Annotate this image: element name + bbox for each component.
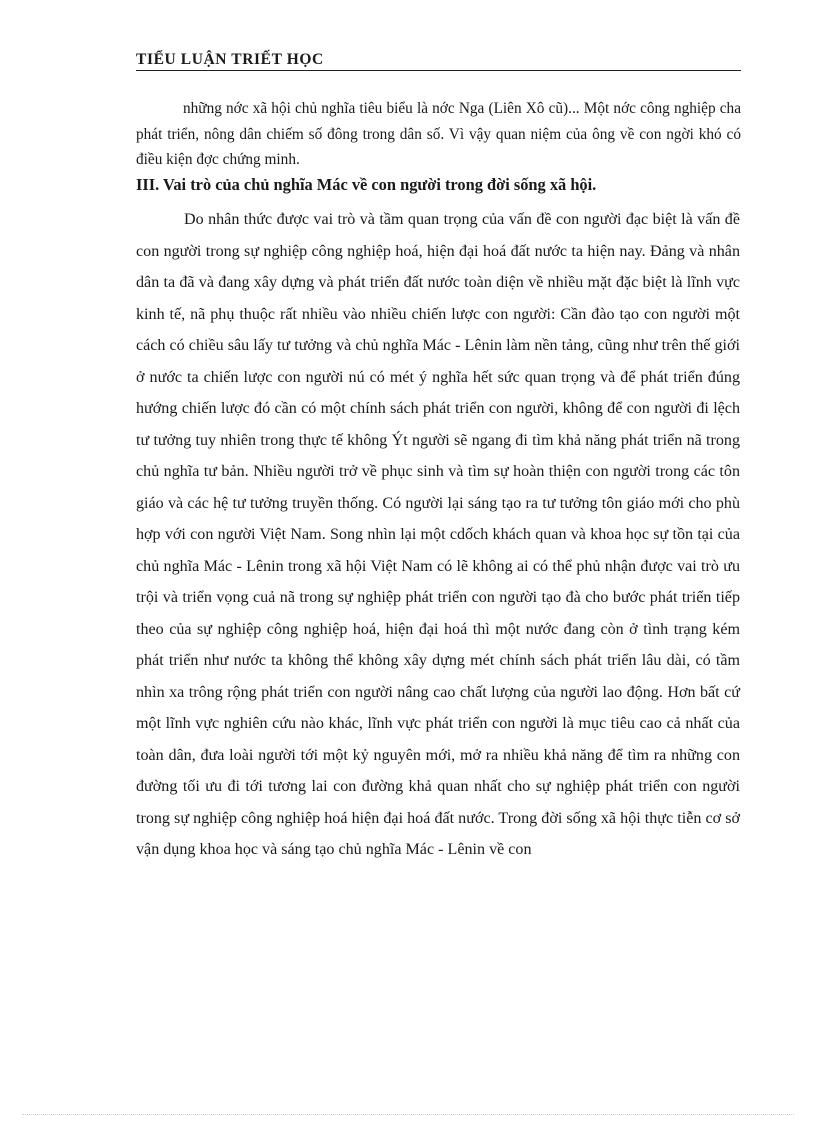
main-paragraph: Do nhân thức được vai trò và tầm quan trọng của vấn đề con người đạc biệt là vấn đề con người trong sự nghiệp công nghiệp hoá, hiện đại hoá đất nước ta hiện nay. Đảng và nhân dân ta đã và đang xây dựng và phát triển đất nước toàn diện về nhiều mặt đặc biệt là lĩnh vực kinh tế, nã phụ thuộc rất nhiều vào nhiều chiến lược con người: Cần đào tạo con người một cách có chiều sâu lấy tư tưởng và chủ nghĩa Mác - Lênin làm nền tảng, cũng như trên thế giới ở nước ta chiến lược con người nú có mét ý nghĩa hết sức quan trọng và để phát triển đúng hướng chiến lược đó cần có một chính sách phát triển con người, không để con người đi lệch tư tưởng tuy nhiên trong thực tế không Ýt người sẽ ngang đi tìm khả năng phát triển nã trong chủ nghĩa tư bản. Nhiều người trở về phục sinh và tìm sự hoàn thiện con người trong các tôn giáo và các hệ tư tưởng truyền thống. Có người lại sáng tạo ra tư tưởng tôn giáo mới cho phù hợp với con người Việt Nam. Song nhìn lại một cdốch khách quan và khoa học sự tồn tại của chủ nghĩa Mác - Lênin trong xã hội Việt Nam có lẽ không ai có thể phủ nhận được vai trò ưu trội và triển vọng cuả nã trong sự nghiệp phát triển con người tạo đà cho bước phát triển tiếp theo của sự nghiệp công nghiệp hoá, hiện đại hoá thì một nước đang còn ở tình trạng kém phát triển như nước ta không thể không xây dựng mét chính sách phát triển lâu dài, có tầm nhìn xa trông rộng phát triển con người nâng cao chất lượng của người lao động. Hơn bất cứ một lĩnh vực nghiên cứu nào khác, lĩnh vực phát triển con người là mục tiêu cao cả nhất của toàn dân, đưa loài người tới một kỷ nguyên mới, mở ra nhiều khả năng để tìm ra những con đường tối ưu đi tới tương lai con đường khả quan nhất cho sự nghiệp phát triển con người trong sự nghiệp công nghiệp hoá hiện đại hoá đất nước. Trong đời sống xã hội thực tiễn cơ sở vận dụng khoa học và sáng tạo chủ nghĩa Mác - Lênin về con: [136, 211, 740, 858]
intro-paragraph: những nớc xã hội chủ nghĩa tiêu biểu là nớc Nga (Liên Xô cũ)... Một nớc công nghiệp cha phát triển, nông dân chiếm số đông trong dân số. Vì vậy quan niệm của ông về con ngời khó có điều kiện đợc chứng minh.: [136, 100, 741, 168]
page-header: [136, 50, 741, 72]
header-title: TIỂU LUẬN TRIẾT HỌC: [136, 51, 324, 68]
section-heading: III. Vai trò của chủ nghĩa Mác về con người trong đời sống xã hội.: [136, 175, 597, 194]
page-bottom-dotted-line: [22, 1114, 794, 1115]
header-rule: [136, 70, 741, 71]
